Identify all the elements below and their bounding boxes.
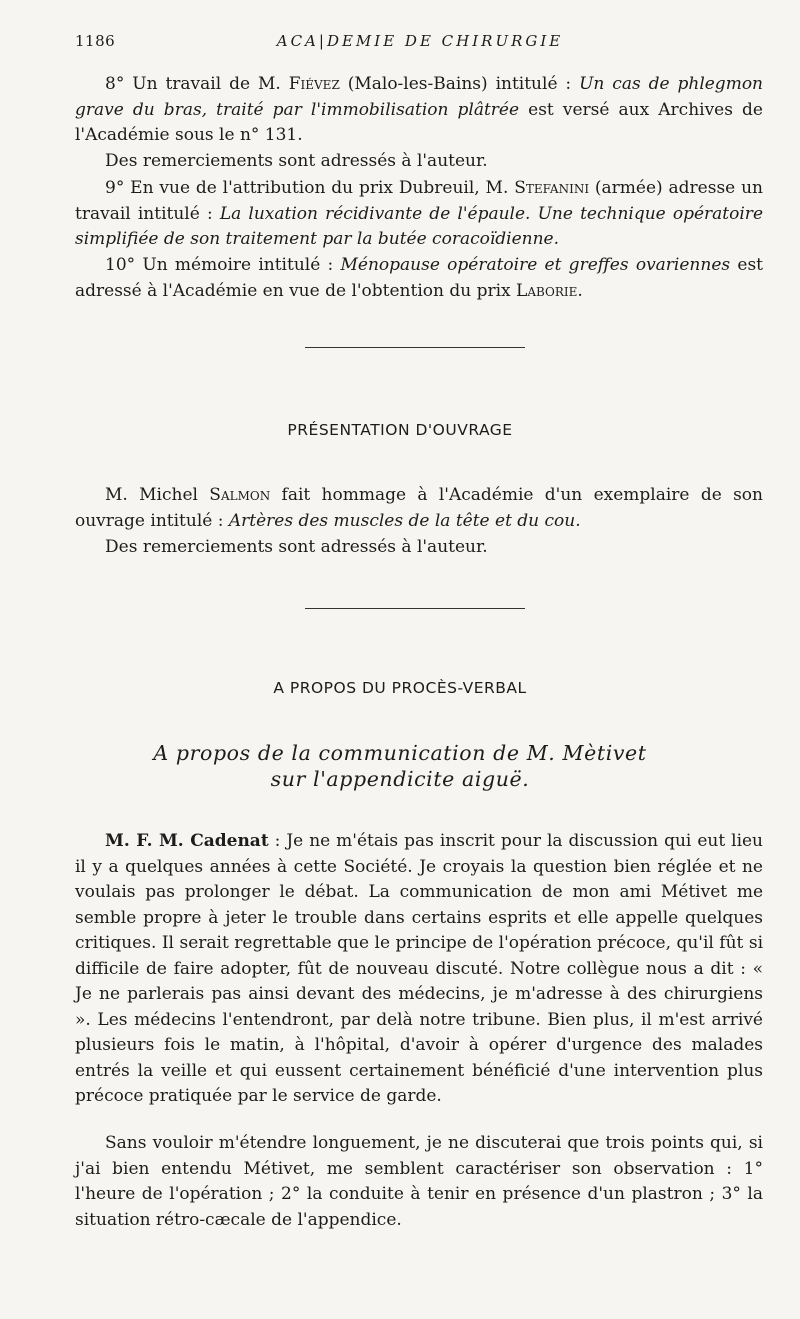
cadenat-paragraph-1: M. F. M. Cadenat : Je ne m'étais pas inscrit pour la discussion qui eut lieu il y a quelques années à cette Société. Je croyais la question bien réglée et ne voulais pas prolonger le débat. La communication de mon ami Métivet me semble propre à jeter le trouble dans certains esprits et elle appelle quelques critiques. Il serait regrettable que le principe de l'opération précoce, qu'il fût si difficile de faire adopter, fût de nouveau discuté. Notre collègue nous a dit : « Je ne parlerais pas ainsi devant des médecins, je m'adresse à des chirurgiens ». Les médecins l'entendront, par delà notre tribune. Bien plus, il m'est arrivé plusieurs fois le matin, à l'hôpital, d'avoir à opérer d'urgence des malades entrés la veille et qui eussent certainement bénéficié d'une intervention plus précoce pratiquée par le service de garde. — [75, 831, 764, 1106]
section-divider — [305, 608, 525, 609]
author-name: Fiévez — [288, 74, 340, 94]
author-name: Salmon — [209, 485, 271, 505]
thanks-paragraph: Des remerciements sont adressés à l'auteur. — [105, 537, 488, 557]
item-number: 10° — [105, 255, 136, 275]
running-title: ACA|DEMIE DE CHIRURGIE — [276, 32, 564, 50]
author-name: Stefanini — [514, 178, 590, 198]
work-title: Un cas de phlegmon grave du bras, traité par l'immobilisation plâtrée — [75, 74, 763, 120]
item-number: 9° — [105, 178, 125, 198]
item-9-paragraph: 9° En vue de l'attribution du prix Dubreuil, M. Stefanini (armée) adresse un travail intitulé : La luxation récidivante de l'épaule. Une technique opératoire simplifiée de son traitement par la butée coracoïdienne. — [75, 178, 763, 249]
item-number: 8° — [105, 74, 125, 94]
item-10-paragraph: 10° Un mémoire intitulé : Ménopause opératoire et greffes ovariennes est adressé à l'Académie en vue de l'obtention du prix Laborie. — [75, 255, 763, 301]
work-title: Ménopause opératoire et greffes ovariennes — [340, 255, 731, 275]
page-number: 1186 — [75, 32, 116, 50]
section-heading-proces-verbal: A PROPOS DU PROCÈS-VERBAL — [273, 679, 527, 697]
presentation-paragraph: M. Michel Salmon fait hommage à l'Académie d'un exemplaire de son ouvrage intitulé : Artères des muscles de la tête et du cou. — [75, 485, 763, 531]
page-header — [75, 32, 765, 54]
speaker-name: M. F. M. Cadenat — [105, 831, 269, 851]
section-divider — [305, 347, 525, 348]
article-title-line-1: A propos de la communication de M. Mètivet — [153, 741, 647, 765]
cadenat-paragraph-2: Sans vouloir m'étendre longuement, je ne discuterai que trois points qui, si j'ai bien entendu Métivet, me semblent caractériser son observation : 1° l'heure de l'opération ; 2° la conduite à tenir en présence d'un plastron ; 3° la situation rétro-cæcale de l'appendice. — [75, 1133, 763, 1230]
work-title: La luxation récidivante de l'épaule. Une technique opératoire simplifiée de son traitement par la butée coracoïdienne. — [75, 203, 763, 249]
prize-name: Laborie — [516, 280, 578, 301]
item-8-paragraph: 8° Un travail de M. Fiévez (Malo-les-Bains) intitulé : Un cas de phlegmon grave du bras, traité par l'immobilisation plâtrée est versé aux Archives de l'Académie sous le n° 131. — [75, 74, 763, 145]
thanks-paragraph: Des remerciements sont adressés à l'auteur. — [105, 151, 488, 171]
section-heading-presentation: PRÉSENTATION D'OUVRAGE — [287, 421, 513, 439]
work-title: Artères des muscles de la tête et du cou. — [228, 510, 581, 531]
article-title-line-2: sur l'appendicite aiguë. — [270, 767, 530, 791]
